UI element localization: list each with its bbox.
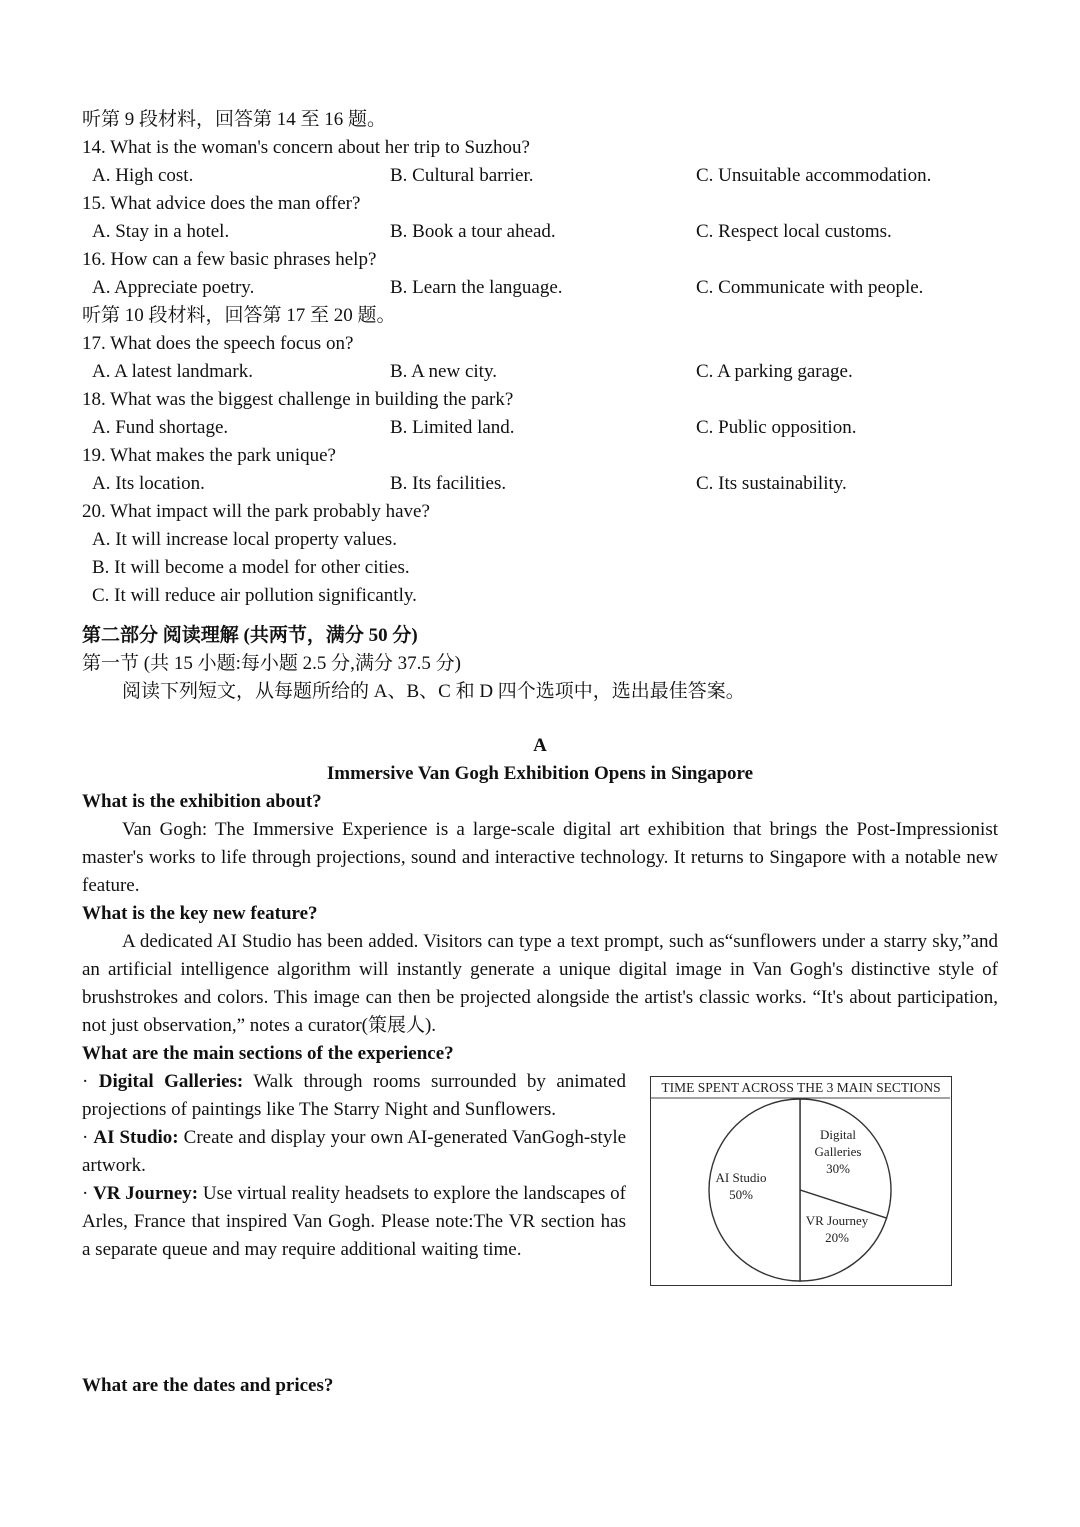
question-19-options xyxy=(82,470,998,498)
section-text: Walk through rooms surrounded by animated projections of paintings like The Starry Night and Sunflowers. xyxy=(82,1071,626,1120)
section-label: AI Studio: xyxy=(93,1127,179,1148)
heading-dates-prices: What are the dates and prices? xyxy=(82,1375,334,1396)
section9-header: 听第 9 段材料，回答第 14 至 16 题。 xyxy=(82,109,387,130)
question-16: 16. How can a few basic phrases help? xyxy=(82,249,377,270)
option-a: A. Stay in a hotel. xyxy=(92,221,230,242)
option-a: A. Appreciate poetry. xyxy=(92,277,255,298)
option-b: B. Cultural barrier. xyxy=(390,165,534,186)
section-label: VR Journey: xyxy=(93,1183,199,1204)
option-b: B. Book a tour ahead. xyxy=(390,221,556,242)
option-b: B. A new city. xyxy=(390,361,497,382)
sections-list xyxy=(82,1068,626,1264)
question-19: 19. What makes the park unique? xyxy=(82,445,336,466)
section-text: Create and display your own AI-generated VanGogh-style artwork. xyxy=(82,1127,627,1176)
question-17-options xyxy=(82,358,998,386)
question-18: 18. What was the biggest challenge in building the park? xyxy=(82,389,514,410)
chart-title: TIME SPENT ACROSS THE 3 MAIN SECTIONS xyxy=(661,1080,941,1095)
heading-main-sections: What are the main sections of the experience? xyxy=(82,1043,454,1064)
slice-label-digital-galleries-line2: Galleries xyxy=(814,1144,862,1159)
question-20: 20. What impact will the park probably have? xyxy=(82,501,430,522)
slice-label-ai-studio: AI Studio xyxy=(715,1170,767,1185)
part2-title: 第二部分 阅读理解 (共两节，满分 50 分) xyxy=(82,625,418,646)
option-c: C. Its sustainability. xyxy=(696,473,847,494)
question-18-options xyxy=(82,414,998,442)
question-14-options xyxy=(82,162,998,190)
slice-value-vr-journey: 20% xyxy=(825,1230,849,1245)
slice-label-digital-galleries: Digital xyxy=(819,1127,857,1142)
option-c: C. Public opposition. xyxy=(696,417,857,438)
question-14: 14. What is the woman's concern about her trip to Suzhou? xyxy=(82,137,530,158)
option-b: B. It will become a model for other cities. xyxy=(92,557,410,578)
option-c: C. Unsuitable accommodation. xyxy=(696,165,932,186)
bullet: · xyxy=(82,1183,89,1204)
section-text: Use virtual reality headsets to explore the landscapes of Arles, France that inspired Van Gogh. Please note:The VR section has a separate queue and may require additional waiting time. xyxy=(82,1183,626,1260)
part2-instructions: 阅读下列短文，从每题所给的 A、B、C 和 D 四个选项中，选出最佳答案。 xyxy=(122,681,745,702)
option-b: B. Learn the language. xyxy=(390,277,563,298)
section-vr-journey xyxy=(82,1180,626,1264)
pie-chart xyxy=(651,1077,950,1284)
section-label: Digital Galleries: xyxy=(98,1071,244,1092)
slice-value-ai-studio: 50% xyxy=(729,1187,753,1202)
option-a: A. It will increase local property values. xyxy=(92,529,397,550)
pie-chart-box xyxy=(650,1076,952,1286)
heading-exhibition-about: What is the exhibition about? xyxy=(82,791,322,812)
slice-label-vr-journey: VR Journey xyxy=(805,1213,869,1228)
passage-letter: A xyxy=(533,735,547,756)
section-digital-galleries xyxy=(82,1068,626,1124)
option-c: C. Respect local customs. xyxy=(696,221,892,242)
section10-header: 听第 10 段材料，回答第 17 至 20 题。 xyxy=(82,305,396,326)
paragraph-feature: A dedicated AI Studio has been added. Visitors can type a text prompt, such as“sunflowers under a starry sky,”and an artificial intelligence algorithm will instantly generate a unique digital image in Van Gogh's distinctive style of brushstrokes and colors. This image can then be projected alongside the artist's classic works. “It's about participation, not just observation,” notes a curator(策展人). xyxy=(82,931,998,1036)
exam-page xyxy=(82,106,998,1400)
option-c: C. Communicate with people. xyxy=(696,277,924,298)
heading-key-feature: What is the key new feature? xyxy=(82,903,318,924)
part2-subtitle: 第一节 (共 15 小题:每小题 2.5 分,满分 37.5 分) xyxy=(82,653,461,674)
slice-value-digital-galleries: 30% xyxy=(826,1161,850,1176)
section-ai-studio xyxy=(82,1124,626,1180)
bullet: · xyxy=(82,1071,89,1092)
paragraph-about: Van Gogh: The Immersive Experience is a large-scale digital art exhibition that brings the Post-Impressionist master's works to life through projections, sound and interactive technology. It returns to Singapore with a notable new feature. xyxy=(82,819,998,896)
question-15: 15. What advice does the man offer? xyxy=(82,193,361,214)
option-a: A. A latest landmark. xyxy=(92,361,253,382)
passage-title: Immersive Van Gogh Exhibition Opens in Singapore xyxy=(326,763,754,784)
option-a: A. Its location. xyxy=(92,473,205,494)
slice-ai-studio xyxy=(709,1099,800,1281)
option-b: B. Its facilities. xyxy=(390,473,507,494)
option-a: A. Fund shortage. xyxy=(92,417,229,438)
bullet: · xyxy=(82,1127,89,1148)
option-a: A. High cost. xyxy=(92,165,194,186)
question-15-options xyxy=(82,218,998,246)
question-16-options xyxy=(82,274,998,302)
sections-with-chart xyxy=(82,1068,998,1320)
option-c: C. A parking garage. xyxy=(696,361,853,382)
question-17: 17. What does the speech focus on? xyxy=(82,333,354,354)
option-b: B. Limited land. xyxy=(390,417,515,438)
option-c: C. It will reduce air pollution significantly. xyxy=(92,585,417,606)
